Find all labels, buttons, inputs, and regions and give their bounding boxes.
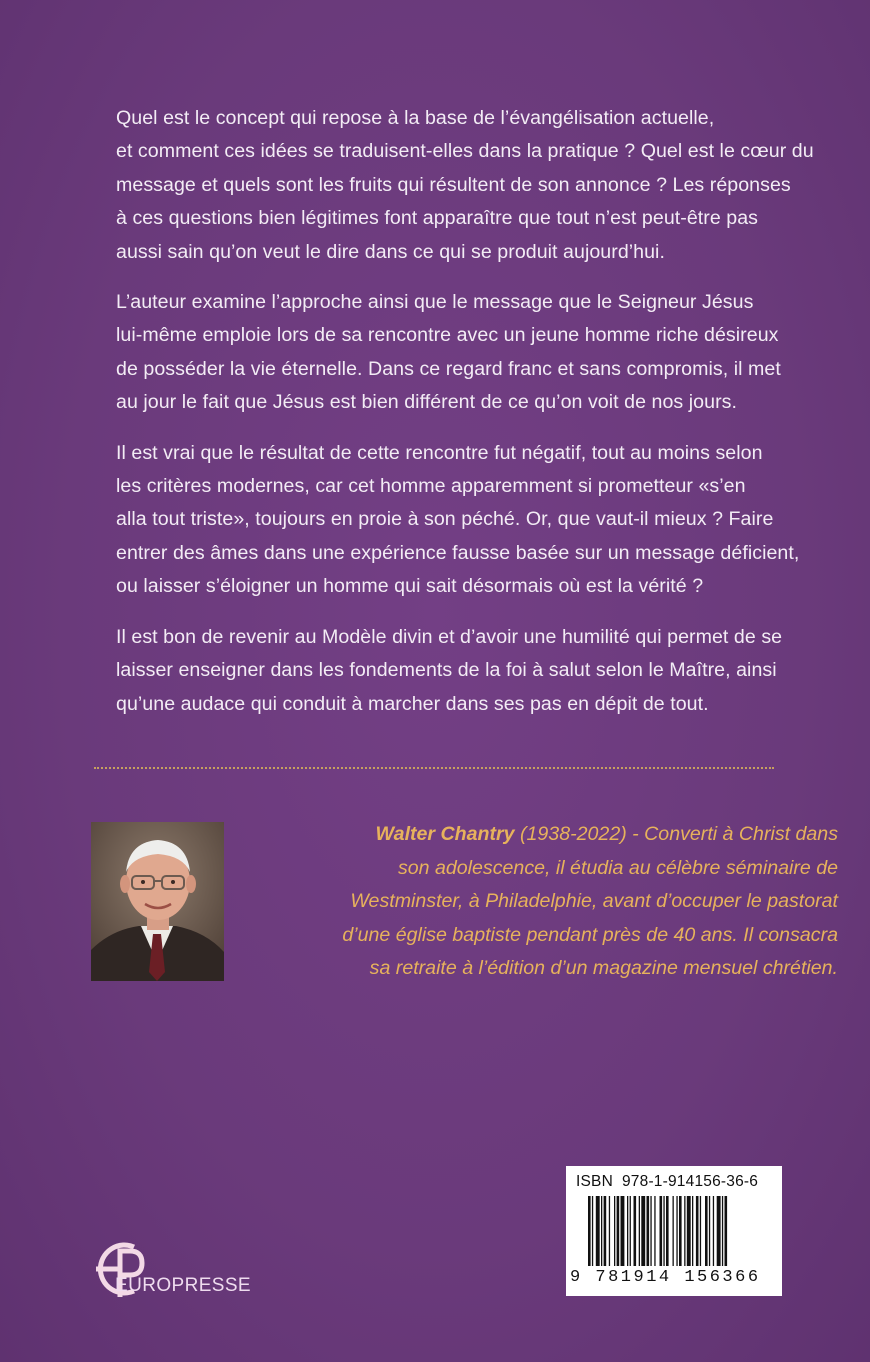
barcode-bars xyxy=(574,1196,774,1270)
barcode-bar xyxy=(696,1196,699,1266)
blurb-text xyxy=(116,102,816,738)
blurb-paragraph-3: Il est vrai que le résultat de cette rencontre fut négatif, tout au moins selon les critères modernes, car cet homme apparemment si prometteur «s’en alla tout triste», toujours en proie à son péché. Or, que vaut-il mieux ? Faire entrer des âmes dans une expérience fausse basée sur un message déficient, ou laisser s’éloigner un homme qui sait désormais où est la vérité ? xyxy=(116,441,800,598)
barcode-bar xyxy=(627,1196,628,1266)
barcode-bar xyxy=(609,1196,610,1266)
barcode-digits: 9 781914 156366 xyxy=(570,1268,761,1287)
barcode-bar xyxy=(666,1196,669,1266)
isbn-barcode xyxy=(566,1166,782,1296)
barcode-bar xyxy=(592,1196,593,1266)
isbn-line xyxy=(576,1173,758,1191)
barcode-bar xyxy=(641,1196,645,1266)
barcode-bar xyxy=(621,1196,625,1266)
barcode-bar xyxy=(684,1196,685,1266)
barcode-bar xyxy=(679,1196,682,1266)
barcode-bar xyxy=(709,1196,710,1266)
barcode-bar xyxy=(705,1196,708,1266)
barcode-bar xyxy=(717,1196,721,1266)
dotted-divider xyxy=(94,767,774,769)
barcode-bar xyxy=(700,1196,701,1266)
barcode-bar xyxy=(614,1196,615,1266)
barcode-bar xyxy=(676,1196,677,1266)
barcode-bar xyxy=(617,1196,620,1266)
barcode-bar xyxy=(663,1196,664,1266)
blurb-paragraph-4: Il est bon de revenir au Modèle divin et d’avoir une humilité qui permet de se laisser enseigner dans les fondements de la foi à salut selon le Maître, ainsi qu’une audace qui conduit à marcher dans ses pas en dépit de tout. xyxy=(116,625,783,715)
isbn-label: ISBN xyxy=(576,1173,613,1190)
author-bio xyxy=(238,818,838,986)
publisher-name: EUROPRESSE xyxy=(115,1275,251,1296)
blurb-paragraph-2: L’auteur examine l’approche ainsi que le message que le Seigneur Jésus lui-même emploie lors de sa rencontre avec un jeune homme riche désireux de posséder la vie éternelle. Dans ce regard franc et sans compromis, il met au jour le fait que Jésus est bien différent de ce qu’on voit de nos jours. xyxy=(116,291,781,414)
barcode-bar xyxy=(687,1196,691,1266)
barcode-bar xyxy=(660,1196,663,1266)
author-bio-text: (1938-2022) - Converti à Christ dans son adolescence, il étudia au célèbre séminaire de Westminster, à Philadelphie, avant d’occuper le pastorat d’une église baptiste pendant près de 40 ans. Il consacra sa retraite à l’édition d’un magazine mensuel chrétien. xyxy=(342,823,838,980)
barcode-bar xyxy=(596,1196,600,1266)
blurb-paragraph-1: Quel est le concept qui repose à la base de l’évangélisation actuelle, et comment ces idées se traduisent-elles dans la pratique ? Quel est le cœur du message et quels sont les fruits qui résultent de son annonce ? Les réponses à ces questions bien légitimes font apparaître que tout n’est peut-être pas aussi sain qu’on veut le dire dans ce qui se produit aujourd’hui. xyxy=(116,107,814,263)
isbn-number: 978-1-914156-36-6 xyxy=(621,1173,759,1190)
barcode-bar xyxy=(673,1196,674,1266)
author-photo-illustration xyxy=(91,822,224,981)
barcode-bar xyxy=(654,1196,655,1266)
barcode-bar xyxy=(588,1196,591,1266)
author-portrait xyxy=(91,822,224,981)
barcode-bar xyxy=(725,1196,728,1266)
barcode-bar xyxy=(604,1196,607,1266)
barcode-bar xyxy=(650,1196,651,1266)
barcode-bar xyxy=(639,1196,640,1266)
barcode-bar xyxy=(634,1196,637,1266)
barcode-bar xyxy=(630,1196,631,1266)
author-name: Walter Chantry xyxy=(375,823,515,845)
barcode-bar xyxy=(692,1196,693,1266)
barcode-bar xyxy=(647,1196,650,1266)
barcode-bar xyxy=(713,1196,714,1266)
barcode-bar xyxy=(722,1196,723,1266)
barcode-bar xyxy=(601,1196,602,1266)
